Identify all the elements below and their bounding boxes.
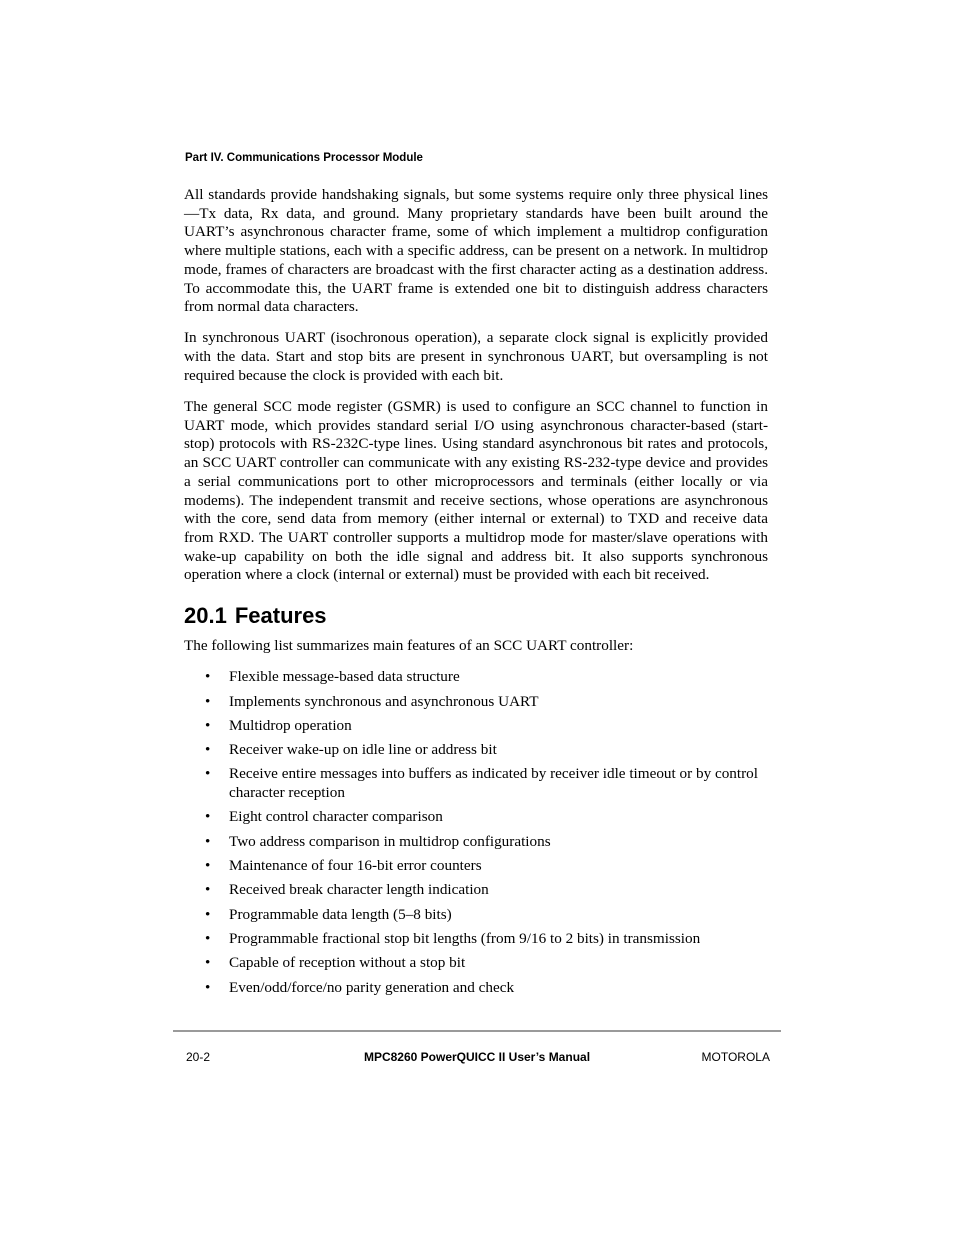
- list-item: [184, 717, 768, 736]
- list-item-text: Programmable fractional stop bit lengths (from 9/16 to 2 bits) in transmission: [229, 929, 701, 947]
- list-item: [184, 668, 768, 687]
- list-item-text: Even/odd/force/no parity generation and check: [229, 978, 515, 996]
- bullet-icon: •: [205, 857, 211, 875]
- list-item-text: Capable of reception without a stop bit: [229, 954, 466, 972]
- list-item: [184, 833, 768, 852]
- body-paragraph-3: The general SCC mode register (GSMR) is used to configure an SCC channel to function in UART mode, which provides standard serial I/O using asynchronous character-based (start-stop) protocols with RS-232C-type lines. Using standard asynchronous bit rates and protocols, an SCC UART controller can communicate with any existing RS-232-type device and provides a serial communications port to other microprocessors and terminals (either locally or via modems). The independent transmit and receive sections, whose operations are asynchronous with the core, send data from memory (either internal or external) to TXD and receive data from RXD. The UART controller supports a multidrop mode for master/slave operations with wake-up capability on both the idle signal and address bit. It also supports synchronous operation where a clock (internal or external) must be provided with each bit received.: [184, 398, 768, 584]
- list-item: [184, 765, 768, 802]
- bullet-icon: •: [205, 765, 211, 783]
- bullet-icon: •: [205, 881, 211, 899]
- list-item-text: Multidrop operation: [229, 716, 352, 734]
- list-item: [184, 741, 768, 760]
- bullet-icon: •: [205, 832, 211, 850]
- list-item: [184, 808, 768, 827]
- list-item-text: Received break character length indication: [229, 881, 489, 899]
- feature-list: [184, 668, 768, 997]
- list-item: [184, 857, 768, 876]
- list-item: [184, 979, 768, 998]
- page-content: [184, 186, 768, 1003]
- bullet-icon: •: [205, 978, 211, 996]
- list-item: [184, 906, 768, 925]
- running-header: Part IV. Communications Processor Module: [185, 152, 423, 164]
- footer-manual-title: MPC8260 PowerQUICC II User’s Manual: [363, 1050, 591, 1064]
- list-item: [184, 693, 768, 712]
- bullet-icon: •: [205, 929, 211, 947]
- body-paragraph-2: In synchronous UART (isochronous operation), a separate clock signal is explicitly provided with the data. Start and stop bits are present in synchronous UART, but oversampling is not required because the clock is provided with each bit.: [184, 329, 768, 384]
- list-item-text: Implements synchronous and asynchronous UART: [229, 692, 539, 710]
- bullet-icon: •: [205, 716, 211, 734]
- list-item-text: Receiver wake-up on idle line or address bit: [229, 741, 497, 759]
- section-intro: The following list summarizes main features of an SCC UART controller:: [184, 637, 634, 655]
- list-item-text: Eight control character comparison: [229, 808, 443, 826]
- footer-divider: [173, 1030, 781, 1032]
- body-paragraph-1: All standards provide handshaking signals, but some systems require only three physical lines—Tx data, Rx data, and ground. Many proprietary standards have been built around the UART’s asynchronous character frame, some of which implement a multidrop configuration where multiple stations, each with a specific address, can be present on a network. In multidrop mode, frames of characters are broadcast with the first character acting as a destination address. To accommodate this, the UART frame is extended one bit to distinguish address characters from normal data characters.: [184, 186, 768, 316]
- bullet-icon: •: [205, 808, 211, 826]
- list-item-text: Maintenance of four 16-bit error counters: [229, 857, 482, 875]
- list-item: [184, 930, 768, 949]
- list-item-text: Programmable data length (5–8 bits): [229, 905, 452, 923]
- list-item: [184, 954, 768, 973]
- bullet-icon: •: [205, 692, 211, 710]
- bullet-icon: •: [205, 668, 211, 686]
- section-number: 20.1: [184, 603, 227, 629]
- footer-page-number: 20-2: [186, 1050, 211, 1064]
- bullet-icon: •: [205, 741, 211, 759]
- bullet-icon: •: [205, 905, 211, 923]
- list-item: [184, 881, 768, 900]
- list-item-text: Flexible message-based data structure: [229, 668, 460, 686]
- footer-company: MOTOROLA: [701, 1050, 770, 1064]
- bullet-icon: •: [205, 954, 211, 972]
- section-heading: [184, 603, 768, 629]
- section-title: Features: [234, 603, 327, 629]
- list-item-text: Two address comparison in multidrop configurations: [229, 832, 551, 850]
- list-item-text: Receive entire messages into buffers as indicated by receiver idle timeout or by control character reception: [229, 765, 758, 802]
